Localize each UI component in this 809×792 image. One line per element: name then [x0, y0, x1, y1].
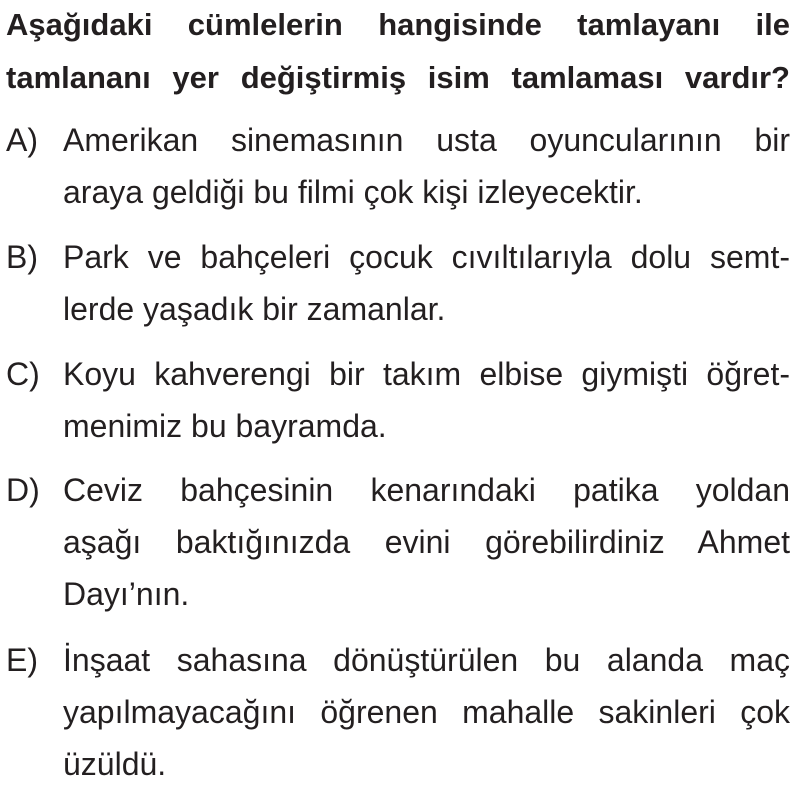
option-d-line-3: Dayı’nın.	[63, 576, 190, 612]
option-a-line-1: Amerikan sinemasının usta oyuncularının bir	[63, 122, 790, 158]
option-d-line-2: aşağı baktığınızda evini görebilirdiniz Ahmet	[63, 524, 790, 560]
option-c-line-2: menimiz bu bayramda.	[63, 408, 387, 444]
option-e-line-3: üzüldü.	[63, 746, 167, 782]
option-a-letter: A)	[6, 122, 38, 158]
option-e-line-1: İnşaat sahasına dönüştürülen bu alanda maç	[63, 642, 790, 678]
option-d-line-1: Ceviz bahçesinin kenarındaki patika yoldan	[63, 472, 790, 508]
question-line-1: Aşağıdaki cümlelerin hangisinde tamlayanı ile	[6, 7, 790, 42]
option-b-letter: B)	[6, 239, 38, 275]
option-c-letter: C)	[6, 356, 40, 392]
option-e-line-2: yapılmayacağını öğrenen mahalle sakinleri çok	[63, 694, 790, 730]
question-line-2: tamlananı yer değiştirmiş isim tamlaması vardır?	[6, 60, 790, 95]
option-e-letter: E)	[6, 642, 38, 678]
option-d-letter: D)	[6, 472, 40, 508]
option-b-line-2: lerde yaşadık bir zamanlar.	[63, 291, 446, 327]
option-c-line-1: Koyu kahverengi bir takım elbise giymişti öğret-	[63, 356, 790, 392]
option-a-line-2: araya geldiği bu filmi çok kişi izleyecektir.	[63, 174, 643, 210]
option-b-line-1: Park ve bahçeleri çocuk cıvıltılarıyla dolu semt-	[63, 239, 790, 275]
